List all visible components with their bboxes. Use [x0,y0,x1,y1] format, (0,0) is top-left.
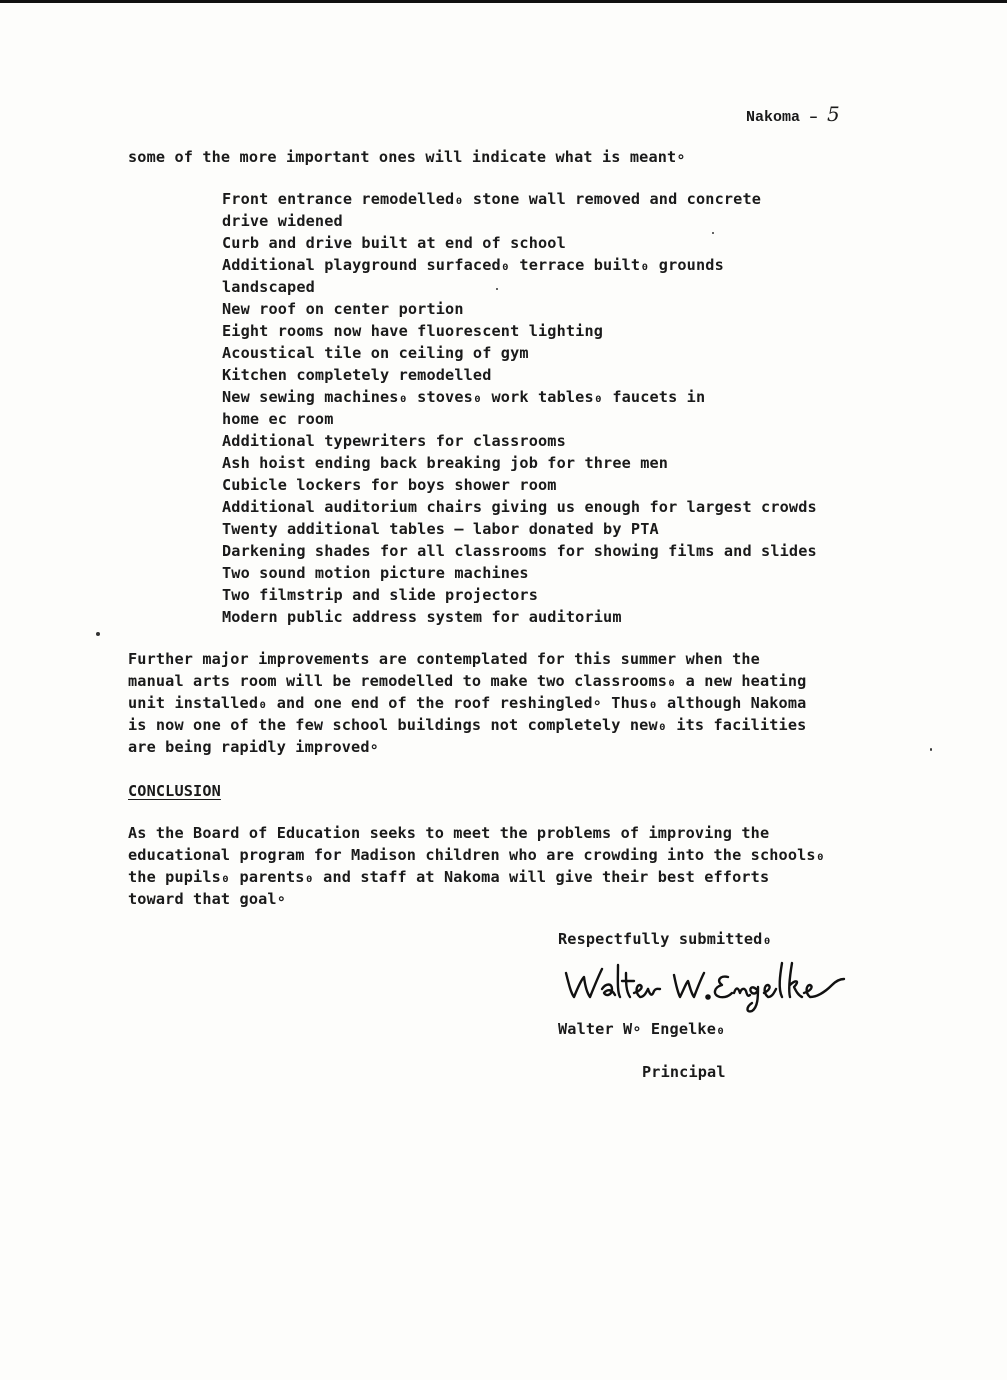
scan-speck [930,748,932,751]
paragraph-line: As the Board of Education seeks to meet the problems of improving the [128,824,770,842]
paragraph-line: are being rapidly improved∘ [128,738,379,756]
scan-speck [712,232,714,234]
scan-edge [0,0,1007,3]
list-item: Acoustical tile on ceiling of gym [222,344,529,362]
signer-name: Walter W∘ Engelke₀ [558,1020,726,1038]
running-head: Nakoma – [746,109,819,126]
list-item: landscaped [222,278,315,296]
list-item: Front entrance remodelled₀ stone wall removed and concrete [222,190,762,208]
signer-title: Principal [642,1063,726,1081]
list-item: Eight rooms now have fluorescent lighting [222,322,604,340]
list-item: New roof on center portion [222,300,464,318]
scan-speck [96,632,100,636]
list-item: Additional auditorium chairs giving us enough for largest crowds [222,498,817,516]
conclusion-heading: CONCLUSION [128,782,221,800]
list-item: home ec room [222,410,334,428]
list-item: Kitchen completely remodelled [222,366,492,384]
list-item: Cubicle lockers for boys shower room [222,476,557,494]
list-item: drive widened [222,212,343,230]
list-item: Modern public address system for auditorium [222,608,622,626]
list-item: Curb and drive built at end of school [222,234,566,252]
list-item: New sewing machines₀ stoves₀ work tables₀ faucets in [222,388,706,406]
page-number: 5 [827,102,840,126]
paragraph-line: educational program for Madison children who are crowding into the schools₀ [128,846,826,864]
list-item: Ash hoist ending back breaking job for three men [222,454,669,472]
page-header [746,102,840,126]
paragraph-line: Further major improvements are contemplated for this summer when the [128,650,760,668]
list-item: Additional playground surfaced₀ terrace built₀ grounds [222,256,724,274]
list-item: Twenty additional tables – labor donated by PTA [222,520,659,538]
scan-speck [496,288,498,290]
list-item: Darkening shades for all classrooms for showing films and slides [222,542,817,560]
paragraph-line: the pupils₀ parents₀ and staff at Nakoma will give their best efforts [128,868,770,886]
list-item: Two filmstrip and slide projectors [222,586,538,604]
improvements-list [222,188,817,628]
paragraph-line: unit installed₀ and one end of the roof reshingled∘ Thus₀ although Nakoma [128,694,807,712]
paragraph-line: toward that goal∘ [128,890,286,908]
list-item: Additional typewriters for classrooms [222,432,566,450]
paragraph-line: is now one of the few school buildings not completely new₀ its facilities [128,716,807,734]
further-improvements-paragraph [128,648,806,758]
conclusion-paragraph [128,822,825,910]
paragraph-line: manual arts room will be remodelled to make two classrooms₀ a new heating [128,672,807,690]
closing-salutation: Respectfully submitted₀ [558,930,772,948]
list-item: Two sound motion picture machines [222,564,529,582]
handwritten-signature [560,955,850,1015]
intro-line: some of the more important ones will indicate what is meant∘ [128,148,686,166]
